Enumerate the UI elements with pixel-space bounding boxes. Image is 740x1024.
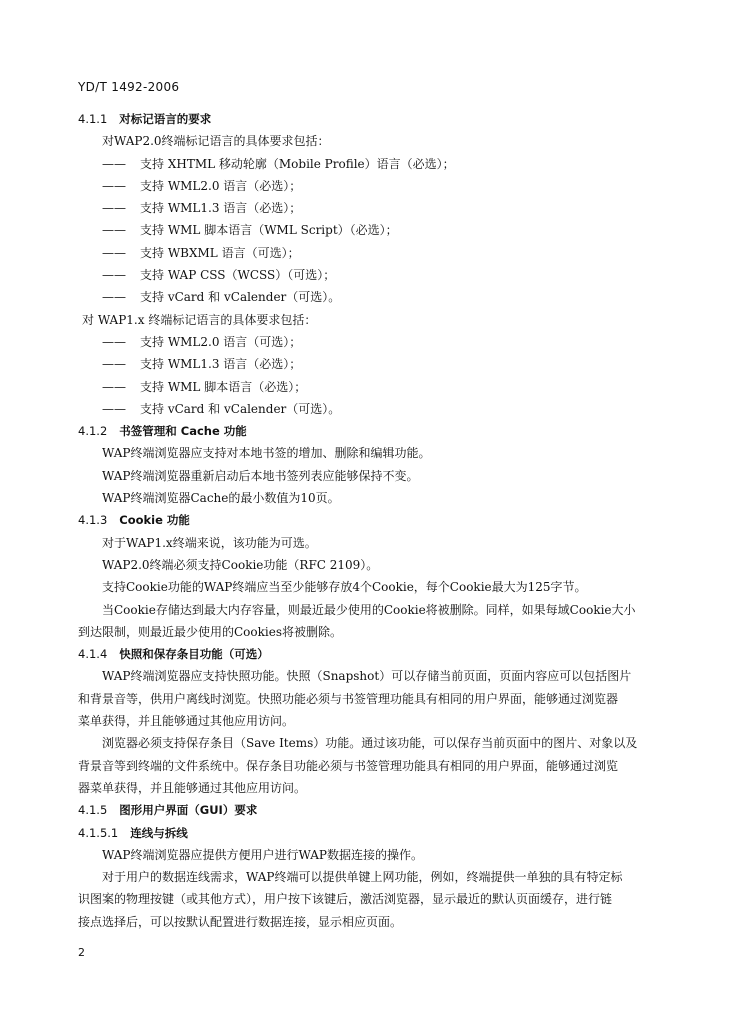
section-number: 4.1.3 [78, 513, 108, 528]
list-dash: —— [102, 245, 126, 260]
list-dash: —— [102, 223, 126, 238]
list-item-text: 支持 WML 脚本语言（WML Script）（必选）； [140, 223, 398, 238]
section-heading [78, 420, 678, 442]
list-item-text: 支持 WML 脚本语言（必选）； [140, 379, 307, 394]
list-item [78, 376, 678, 398]
section-number: 4.1.1 [78, 112, 108, 126]
list-item [78, 219, 678, 241]
paragraph-line: WAP终端浏览器Cache的最小数值为10页。 [102, 491, 340, 506]
list-dash: —— [102, 334, 126, 349]
list-item-text: 支持 WML2.0 语言（必选）； [140, 178, 302, 193]
list-item-text: 支持 vCard 和 vCalender（可选）。 [140, 290, 341, 305]
paragraph-line: 支持Cookie功能的WAP终端应当至少能够存放4个Cookie，每个Cookie最大为125字节。 [102, 580, 587, 595]
document-body [78, 108, 678, 933]
list-item [78, 286, 678, 308]
list-item-text: 支持 WBXML 语言（可选）； [140, 245, 300, 260]
list-item [78, 153, 678, 175]
section-heading [78, 643, 678, 665]
paragraph-line: 对于用户的数据连线需求，WAP终端可以提供单键上网功能，例如，终端提供一单独的具有特定标 [102, 870, 623, 885]
paragraph-line: 接点选择后，可以按默认配置进行数据连接，显示相应页面。 [78, 914, 403, 929]
list-dash: —— [102, 379, 126, 394]
section-title: 对标记语言的要求 [119, 112, 212, 126]
paragraph-line: 对 WAP1.x 终端标记语言的具体要求包括： [82, 312, 317, 327]
section-title: Cookie 功能 [119, 513, 190, 528]
paragraph-line: 器菜单获得，并且能够通过其他应用访问。 [78, 780, 307, 795]
section-title: 连线与拆线 [130, 825, 188, 840]
section-number: 4.1.5 [78, 803, 108, 818]
list-item-text: 支持 WAP CSS（WCSS）（可选）； [140, 268, 336, 283]
section-number: 4.1.5.1 [78, 825, 119, 840]
paragraph-line: 和背景音等，供用户离线时浏览。快照功能必须与书签管理功能具有相同的用户界面，能够通过浏览器 [78, 691, 619, 706]
list-item-text: 支持 WML1.3 语言（必选）； [140, 201, 302, 216]
list-item [78, 175, 678, 197]
list-dash: —— [102, 401, 126, 416]
list-item [78, 353, 678, 375]
paragraph-line: WAP2.0终端必须支持Cookie功能（RFC 2109）。 [102, 557, 379, 572]
section-number: 4.1.2 [78, 424, 108, 439]
paragraph-line: 当Cookie存储达到最大内存容量，则最近最少使用的Cookie将被删除。同样，如果每域Cookie大小 [102, 602, 636, 617]
section-heading [78, 799, 678, 821]
page-number: 2 [78, 946, 85, 959]
document-header: YD/T 1492-2006 [78, 80, 180, 94]
paragraph-line: WAP终端浏览器重新启动后本地书签列表应能够保持不变。 [102, 468, 419, 483]
paragraph-line: WAP终端浏览器应提供方便用户进行WAP数据连接的操作。 [102, 847, 423, 862]
list-dash: —— [102, 156, 126, 171]
paragraph-line: WAP终端浏览器应支持对本地书签的增加、删除和编辑功能。 [102, 446, 431, 461]
list-item [78, 398, 678, 420]
list-dash: —— [102, 268, 126, 283]
paragraph-line: 识图案的物理按键（或其他方式），用户按下该键后，激活浏览器，显示最近的默认页面缓存，进行链 [78, 892, 613, 907]
list-item-text: 支持 WML2.0 语言（可选）； [140, 334, 302, 349]
paragraph-line: 菜单获得，并且能够通过其他应用访问。 [78, 714, 295, 729]
list-item-text: 支持 XHTML 移动轮廓（Mobile Profile）语言（必选）； [140, 156, 455, 171]
list-item-text: 支持 WML1.3 语言（必选）； [140, 357, 302, 372]
section-heading [78, 108, 678, 130]
section-title: 图形用户界面（GUI）要求 [119, 803, 258, 818]
section-heading [78, 822, 678, 844]
paragraph-line: WAP终端浏览器应支持快照功能。快照（Snapshot）可以存储当前页面，页面内容应可以包括图片 [102, 669, 632, 684]
paragraph-line: 对WAP2.0终端标记语言的具体要求包括： [102, 134, 330, 149]
list-item-text: 支持 vCard 和 vCalender（可选）。 [140, 401, 341, 416]
list-item [78, 331, 678, 353]
list-item [78, 197, 678, 219]
section-heading [78, 509, 678, 531]
list-dash: —— [102, 290, 126, 305]
paragraph-line: 到达限制，则最近最少使用的Cookies将被删除。 [78, 624, 343, 639]
paragraph-line: 对于WAP1.x终端来说，该功能为可选。 [102, 535, 317, 550]
list-dash: —— [102, 178, 126, 193]
paragraph-line: 浏览器必须支持保存条目（Save Items）功能。通过该功能，可以保存当前页面中的图片、对象以及 [102, 736, 638, 751]
list-item [78, 242, 678, 264]
paragraph-line: 背景音等到终端的文件系统中。保存条目功能必须与书签管理功能具有相同的用户界面，能够通过浏览 [78, 758, 619, 773]
section-title: 快照和保存条目功能（可选） [119, 647, 269, 662]
section-title: 书签管理和 Cache 功能 [119, 424, 247, 439]
list-dash: —— [102, 201, 126, 216]
list-item [78, 264, 678, 286]
list-dash: —— [102, 357, 126, 372]
section-number: 4.1.4 [78, 647, 108, 662]
